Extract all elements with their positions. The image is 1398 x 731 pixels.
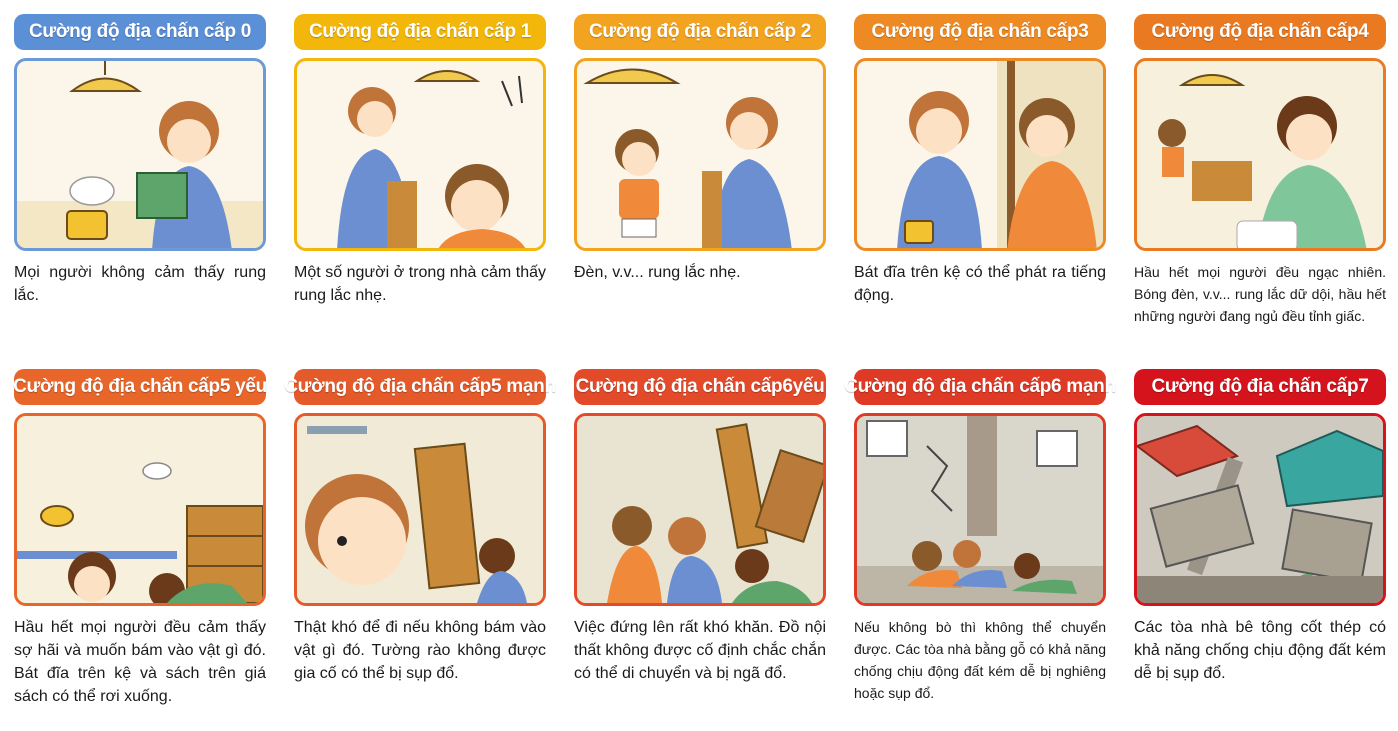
- intensity-card-1: [294, 14, 546, 307]
- card-title: Cường độ địa chấn cấp 0: [14, 14, 266, 50]
- illustration-slight-shake: [294, 58, 546, 251]
- illustration-calm-reading: [14, 58, 266, 251]
- card-title: Cường độ địa chấn cấp5 mạnh: [294, 369, 546, 405]
- card-caption: Các tòa nhà bê tông cốt thép có khả năng chống chịu động đất kém dễ bị sụp đổ.: [1134, 619, 1386, 682]
- card-caption: Một số người ở trong nhà cảm thấy rung lắc nhẹ.: [294, 264, 546, 304]
- card-caption: Việc đứng lên rất khó khăn. Đồ nội thất không được cố định chắc chắn có thể di chuyển và bị ngã đổ.: [574, 619, 826, 682]
- intensity-card-5-strong: [284, 369, 556, 685]
- card-title: Cường độ địa chấn cấp4: [1134, 14, 1386, 50]
- illustration-lamp-sway: [574, 58, 826, 251]
- illustration-dishes-rattle: [854, 58, 1106, 251]
- card-caption: Đèn, v.v... rung lắc nhẹ.: [574, 264, 741, 281]
- intensity-card-5-weak: [14, 369, 266, 708]
- intensity-card-3: [854, 14, 1106, 307]
- card-caption: Mọi người không cảm thấy rung lắc.: [14, 264, 266, 304]
- card-title: Cường độ địa chấn cấp 1: [294, 14, 546, 50]
- card-caption: Hầu hết mọi người đều cảm thấy sợ hãi và muốn bám vào vật gì đó. Bát đĩa trên kệ và sách trên giá sách có thể rơi xuống.: [14, 619, 266, 705]
- card-caption: Thật khó để đi nếu không bám vào vật gì đó. Tường rào không được gia cố có thể bị sụp đổ.: [294, 619, 546, 682]
- card-caption: Hầu hết mọi người đều ngạc nhiên. Bóng đèn, v.v... rung lắc dữ dội, hầu hết những người đang ngủ đều tỉnh giấc.: [1134, 264, 1386, 324]
- intensity-card-4: [1134, 14, 1386, 327]
- intensity-card-0: [14, 14, 266, 307]
- illustration-hard-to-walk: [294, 413, 546, 606]
- card-title: Cường độ địa chấn cấp3: [854, 14, 1106, 50]
- card-title: Cường độ địa chấn cấp5 yếu: [14, 369, 266, 405]
- card-title: Cường độ địa chấn cấp6yếu: [574, 369, 826, 405]
- illustration-fear-falling-objects: [14, 413, 266, 606]
- card-title: Cường độ địa chấn cấp 2: [574, 14, 826, 50]
- intensity-card-7: [1134, 369, 1386, 685]
- illustration-crawling-collapse: [854, 413, 1106, 606]
- card-title: Cường độ địa chấn cấp7: [1134, 369, 1386, 405]
- intensity-card-6-strong: [844, 369, 1116, 704]
- illustration-furniture-toppling: [574, 413, 826, 606]
- intensity-card-2: [574, 14, 826, 284]
- card-caption: Bát đĩa trên kệ có thể phát ra tiếng động.: [854, 264, 1106, 304]
- card-caption: Nếu không bò thì không thể chuyển được. Các tòa nhà bằng gỗ có khả năng chống chịu động đất kém dễ bị nghiêng hoặc sụp đổ.: [854, 619, 1106, 701]
- card-title: Cường độ địa chấn cấp6 mạnh: [854, 369, 1106, 405]
- intensity-card-6-weak: [574, 369, 826, 685]
- illustration-strong-sway: [1134, 58, 1386, 251]
- illustration-buildings-collapse: [1134, 413, 1386, 606]
